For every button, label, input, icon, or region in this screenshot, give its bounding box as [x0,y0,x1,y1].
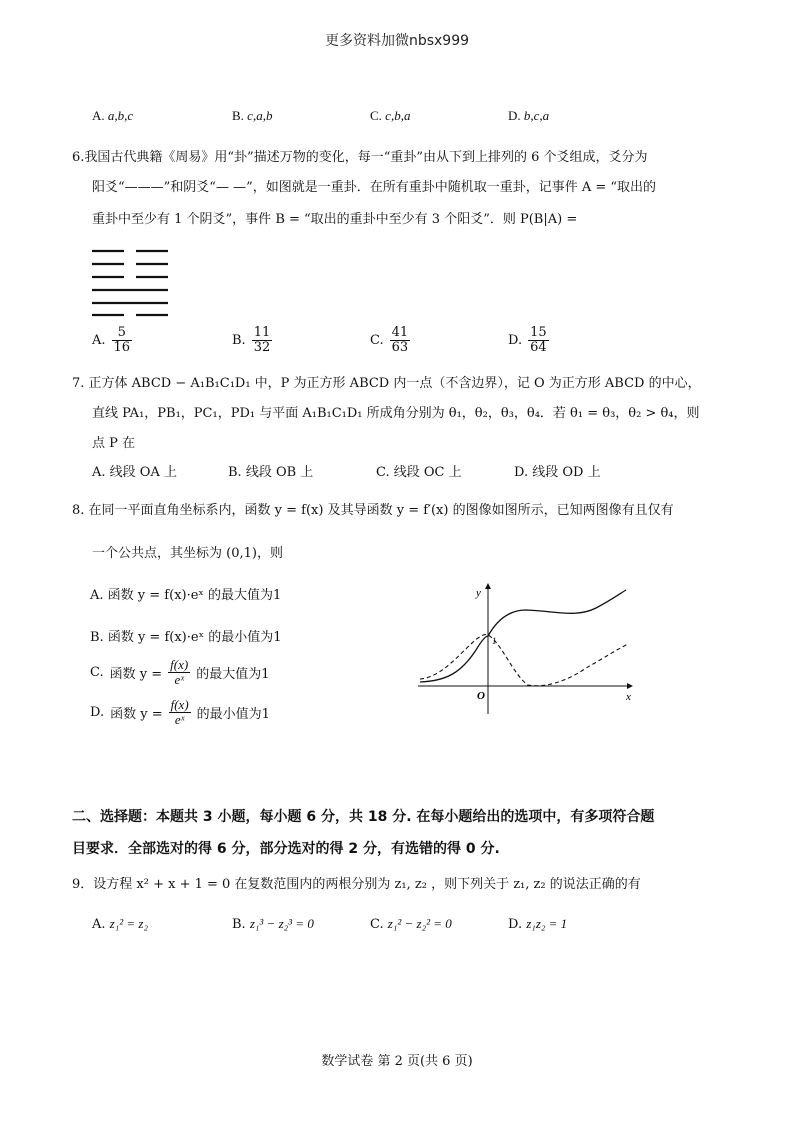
q8-line2: 一个公共点，其坐标为 (0,1)，则 [92,546,283,561]
q9-option-d: D. z₁z₂ = 1 [508,916,568,932]
y-axis-label: y [476,587,481,599]
intersection-label: 1 [492,636,497,646]
q8-option-d: D. 函数 y = $\frac{f(x)}{\text{eˣ}}$ 的最小值为1 [90,697,270,728]
q9-option-c: C. z₁² − z₂² = 0 [370,916,452,932]
x-axis-label: x [626,691,631,703]
q6-option-a: A. $\frac{5}{16}$ [92,325,131,356]
q5-option-c: C. c,b,a [370,108,411,123]
q8-line1: 8. 在同一平面直角坐标系内，函数 y = f(x) 及其导函数 y = f′(x) 的图像如图所示，已知两图像有且仅有 [72,503,674,518]
q7-option-a: A. 线段 OA 上 [92,465,177,480]
section2-line2: 目要求．全部选对的得 6 分，部分选对的得 2 分，有选错的得 0 分. [72,841,500,857]
q6-line2: 阳爻“———”和阴爻“— —”，如图就是一重卦．在所有重卦中随机取一重卦，记事件 A = “取出的 [92,180,657,195]
q5-option-b: B. c,a,b [232,108,273,123]
q9-option-a: A. z₁² = z₂ [92,916,148,932]
q6-option-d: D. $\frac{15}{64}$ [508,325,547,356]
q6-line3: 重卦中至少有 1 个阴爻”，事件 B = “取出的重卦中至少有 3 个阳爻”．则 P(B|A) = [92,212,578,227]
q9-line1: 9．设方程 x² + x + 1 = 0 在复数范围内的两根分别为 z₁, z₂ ，则下列关于 z₁, z₂ 的说法正确的有 [72,877,641,892]
q6-option-b: B. $\frac{11}{32}$ [232,325,271,356]
q9-option-b: B. z₁³ − z₂³ = 0 [232,916,314,932]
q5-option-a: A. a,b,c [92,108,134,123]
section2-line1: 二、选择题：本题共 3 小题，每小题 6 分，共 18 分. 在每小题给出的选项中，有多项符合题 [72,809,655,825]
q8-function-graph [416,578,640,718]
origin-label: O [477,690,485,702]
q7-line2: 直线 PA₁，PB₁，PC₁，PD₁ 与平面 A₁B₁C₁D₁ 所成角分别为 θ₁，θ₂，θ₃，θ₄．若 θ₁ = θ₃，θ₂ > θ₄，则 [92,406,700,421]
q8-option-b: B. 函数 y = f(x)·eˣ 的最小值为1 [90,630,282,645]
q7-option-d: D. 线段 OD 上 [514,465,601,480]
q8-option-c: C. 函数 y = $\frac{f(x)}{\text{eˣ}}$ 的最大值为1 [90,657,270,688]
q8-option-a: A. 函数 y = f(x)·eˣ 的最大值为1 [90,588,282,603]
q7-option-c: C. 线段 OC 上 [376,465,462,480]
q6-line1: 6.我国古代典籍《周易》用“卦”描述万物的变化，每一“重卦”由从下到上排列的 6 个爻组成，爻分为 [72,150,648,165]
q7-line3: 点 P 在 [92,436,136,451]
curve-f [420,590,626,682]
q7-line1: 7. 正方体 ABCD − A₁B₁C₁D₁ 中，P 为正方形 ABCD 内一点（不含边界），记 O 为正方形 ABCD 的中心， [72,376,701,391]
hexagram-figure [90,246,172,318]
q5-option-d: D. b,c,a [508,108,550,123]
curve-f-prime [420,634,628,685]
q7-option-b: B. 线段 OB 上 [228,465,314,480]
header-watermark: 更多资料加微nbsx999 [324,33,470,49]
q6-option-c: C. $\frac{41}{63}$ [370,325,409,356]
page-footer: 数学试卷 第 2 页(共 6 页) [321,1054,473,1069]
